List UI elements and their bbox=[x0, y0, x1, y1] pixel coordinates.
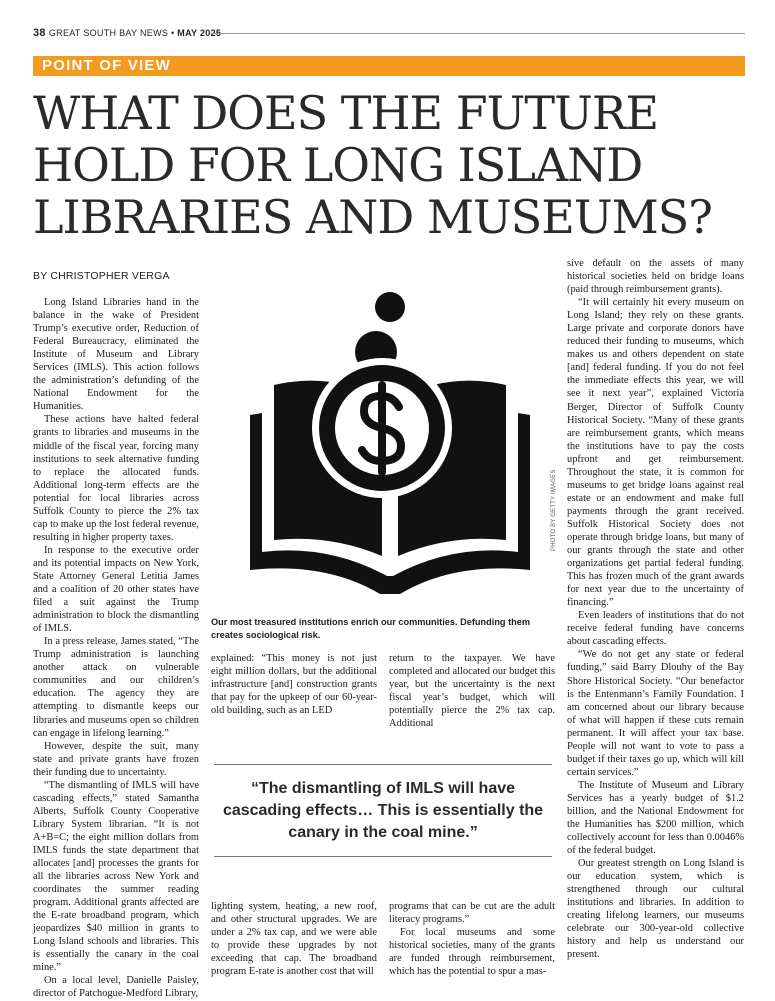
photo-credit: PHOTO BY GETTY IMAGES bbox=[551, 469, 557, 551]
section-label: POINT OF VIEW bbox=[42, 57, 171, 74]
paragraph: In response to the executive order and its potential impacts on New York, State Attorney General Letitia James and a coalition of 20 other states have filed a suit against the Trump administration to block the dismantling of IMLS. bbox=[33, 544, 199, 635]
paragraph: The Institute of Museum and Library Services has a yearly budget of $1.2 billion, and the National Endowment for the Humanities has $200 million, which collectively account for less than 0.0046% of the federal budget. bbox=[567, 779, 744, 857]
issue-date: MAY 2025 bbox=[177, 28, 222, 38]
image-caption: Our most treasured institutions enrich our communities. Defunding them creates sociological risk. bbox=[211, 617, 531, 640]
article-column-3-top bbox=[389, 652, 555, 730]
paragraph: return to the taxpayer. We have completed and allocated our budget this year, but the uncertainty is the next fiscal year’s budget, which will potentially pierce the 2% tax cap. Additional bbox=[389, 653, 555, 730]
paragraph: However, despite the suit, many state and private grants have frozen their funding due to uncertainty. bbox=[33, 740, 199, 778]
folio-separator: • bbox=[168, 28, 178, 38]
paragraph: Even leaders of institutions that do not receive federal funding have concerns about cascading effects. bbox=[567, 610, 744, 648]
pull-quote-top-rule bbox=[214, 764, 552, 765]
folio-rule bbox=[210, 33, 745, 34]
publication-name: GREAT SOUTH BAY NEWS bbox=[48, 28, 169, 38]
pull-quote: “The dismantling of IMLS will have cascading effects… This is essentially the canary in the coal mine.” bbox=[222, 780, 544, 841]
paragraph: lighting system, heating, a new roof, and other structural upgrades. We are under a 2% tax cap, and we were able to provide these upgrades by not exceeding that cap. The broadband program E-rate is another cost that will bbox=[211, 901, 377, 978]
paragraph: Our greatest strength on Long Island is our education system, which is strengthened through our cultural institutions and libraries. In addition to creating lifelong learners, our museums celebrate our 300-year-old collective history and help us understand our present. bbox=[567, 858, 744, 961]
page-number: 38 bbox=[33, 27, 46, 39]
article-column-2-top bbox=[211, 652, 377, 717]
paragraph: “It will certainly hit every museum on Long Island; they rely on these grants. Large private and corporate donors have reduced their funding to museums, which makes us and others dependent on state [and] federal funding. If you do not feel the immediate effects this year, we will see it next year”, explained Victoria Berger, Director of Suffolk County Historical Society. “Many of these grants are reimbursement grants, which means the institutions have to pay the costs upfront and get reimbursement. Throughout the state, it is common for museums to get bridge loans against real estate or an endowment and make full payments through the grant received. Suffolk Historical Society does not operate through bridge loans, but many of our grants through the state and other organizations get partial federal funding. This has frozen much of the grant awards for next year due to the uncertainty of financing.” bbox=[567, 297, 744, 609]
article-column-3-bottom bbox=[389, 900, 555, 978]
pull-quote-bottom-rule bbox=[214, 856, 552, 857]
article-column-1 bbox=[33, 296, 199, 1001]
article-column-2-bottom bbox=[211, 900, 377, 978]
paragraph: explained: “This money is not just eight million dollars, but the additional infrastructure [and] construction grants that pay for the upkeep of our 60-year-old building, such as an LED bbox=[211, 653, 377, 717]
article-column-4 bbox=[567, 257, 744, 962]
paragraph: programs that can be cut are the adult literacy programs.” bbox=[389, 901, 555, 926]
byline: BY CHRISTOPHER VERGA bbox=[33, 270, 170, 282]
paragraph: sive default on the assets of many historical societies held on bridge loans (paid through reimbursement grants). bbox=[567, 258, 744, 296]
paragraph: In a press release, James stated, “The Trump administration is launching another attack on vulnerable communities and our children’s education. The agency they are attempting to dismantle keeps our libraries and museums open so children can engage in lifelong learning.” bbox=[33, 636, 199, 739]
paragraph: “The dismantling of IMLS will have cascading effects,” stated Samantha Alberts, Suffolk County Cooperative Library System librarian. “It is not A+B=C; the eight million dollars from IMLS funds the state department that allocates [and] processes the grants for all the libraries across New York and coordinates the summer reading program. Additional grants affected are the E-rate broadband program, which jeopardizes $40 million in grants to Long Island schools and libraries. This is essentially the canary in the coal mine.” bbox=[33, 779, 199, 974]
paragraph: These actions have halted federal grants to libraries and museums in the middle of the fiscal year, forcing many institutions to seek alternative funding to replace the allocated funds. Additional long-term effects are the potential for local libraries across Suffolk County to pierce the 2% tax cap to make up the lost federal revenue, resulting in higher property taxes. bbox=[33, 414, 199, 543]
paragraph: On a local level, Danielle Paisley, director of Patchogue-Medford Library, bbox=[33, 975, 199, 1000]
paragraph: “We do not get any state or federal funding,” said Barry Dlouhy of the Bay Shore Historical Society. “Our benefactor is the Entenmann’s Family Foundation. I am concerned about our library because of what will happen if these cuts remain permanent. It will affect your tax base. People will not want to vote to pass a budget if their taxes go up, which will kill certain services.” bbox=[567, 649, 744, 778]
paragraph: For local museums and some historical societies, many of the grants are funded through reimbursement, which has the potential to spur a mas- bbox=[389, 927, 555, 978]
headline: WHAT DOES THE FUTURE HOLD FOR LONG ISLAND LIBRARIES AND MUSEUMS? bbox=[33, 86, 712, 244]
open-book-dollar-coin-icon bbox=[240, 288, 540, 600]
paragraph: Long Island Libraries hand in the balance in the wake of President Trump’s executive order, Reduction of Federal Bureaucracy, eliminated the Institute of Museum and Library Services (IMLS). This action follows the administration’s defunding of the National Endowment for the Humanities. bbox=[33, 297, 199, 413]
folio bbox=[33, 27, 221, 39]
